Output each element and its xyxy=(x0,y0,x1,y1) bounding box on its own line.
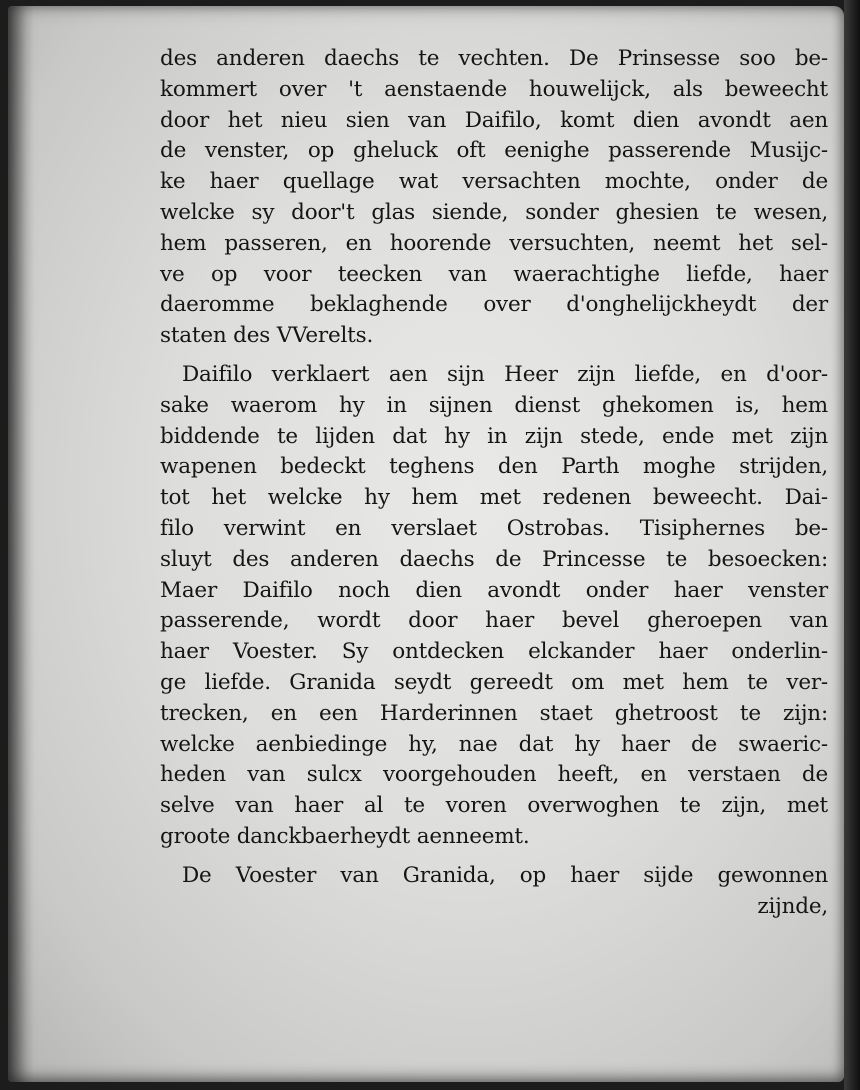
text-line: biddende te lijden dat hy in zijn stede, ende met zijn xyxy=(160,423,828,449)
text-line: De Voester van Granida, op haer sijde gewonnen xyxy=(182,862,828,888)
text-line: wapenen bedeckt teghens den Parth moghe strijden, xyxy=(160,454,828,480)
paragraph-3 xyxy=(160,861,828,923)
text-line: sluyt des anderen daechs de Princesse te besoecken: xyxy=(160,546,828,572)
text-line: selve van haer al te voren overwoghen te zijn, met xyxy=(160,793,828,819)
text-line: groote danckbaerheydt aenneemt. xyxy=(160,823,530,849)
text-line: door het nieu sien van Daifilo, komt dien avondt aen xyxy=(160,107,828,133)
page-text xyxy=(160,44,828,922)
paragraph-gap xyxy=(160,853,828,861)
text-line: tot het welcke hy hem met redenen beweecht. Dai- xyxy=(160,485,828,511)
text-line: sake waerom hy in sijnen dienst ghekomen is, hem xyxy=(160,392,828,418)
text-line: kommert over 't aenstaende houwelijck, als beweecht xyxy=(160,76,828,102)
text-line: hem passeren, en hoorende versuchten, neemt het sel- xyxy=(160,230,828,256)
page-gutter-shadow xyxy=(8,6,34,1082)
text-line: staten des VVerelts. xyxy=(160,323,374,349)
paragraph-gap xyxy=(160,352,828,360)
paragraph-2 xyxy=(160,360,828,853)
text-line: de venster, op gheluck oft eenighe passerende Musijc- xyxy=(160,138,828,164)
page-edge-shadow xyxy=(844,0,860,1090)
text-line: ge liefde. Granida seydt gereedt om met hem te ver- xyxy=(160,669,828,695)
text-line: Daifilo verklaert aen sijn Heer zijn liefde, en d'oor- xyxy=(182,361,828,387)
catchword: zijnde, xyxy=(757,893,828,919)
text-line: ke haer quellage wat versachten mochte, onder de xyxy=(160,169,828,195)
text-line: filo verwint en verslaet Ostrobas. Tisiphernes be- xyxy=(160,515,828,541)
text-line: haer Voester. Sy ontdecken elckander haer onderlin- xyxy=(160,639,828,665)
text-line: ve op voor teecken van waerachtighe liefde, haer xyxy=(160,261,828,287)
text-line: welcke aenbiedinge hy, nae dat hy haer de swaeric- xyxy=(160,731,828,757)
text-line: passerende, wordt door haer bevel gheroepen van xyxy=(160,608,828,634)
text-line: Maer Daifilo noch dien avondt onder haer venster xyxy=(160,577,828,603)
text-line: daeromme beklaghende over d'onghelijckheydt der xyxy=(160,292,828,318)
text-line: heden van sulcx voorgehouden heeft, en verstaen de xyxy=(160,762,828,788)
paragraph-1 xyxy=(160,44,828,352)
book-page xyxy=(8,6,844,1082)
text-line: des anderen daechs te vechten. De Prinsesse soo be- xyxy=(160,46,828,71)
text-line: welcke sy door't glas siende, sonder ghesien te wesen, xyxy=(160,199,828,225)
text-line: trecken, en een Harderinnen staet ghetroost te zijn: xyxy=(160,700,828,726)
